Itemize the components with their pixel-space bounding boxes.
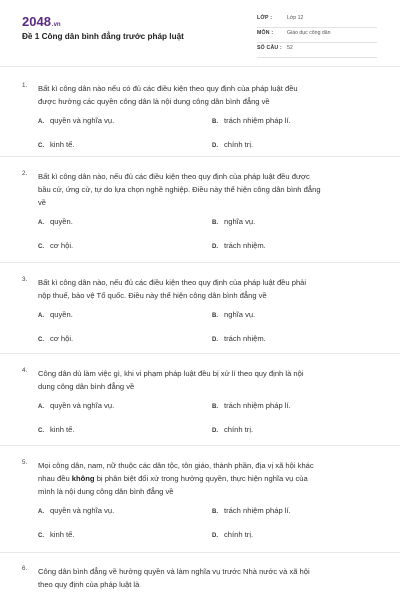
- question-number: 2.: [22, 170, 28, 177]
- question-line: Bất kì công dân nào nếu có đủ các điều kiện theo quy định của pháp luật đều: [38, 84, 298, 93]
- answer-option-d[interactable]: [212, 241, 266, 250]
- option-text: trách nhiệm pháp lí.: [224, 401, 291, 410]
- question-divider: [0, 445, 400, 446]
- option-text: quyền và nghĩa vụ.: [50, 506, 115, 515]
- option-letter: A.: [38, 313, 44, 319]
- question-number: 4.: [22, 367, 28, 374]
- question-line: về: [38, 198, 47, 207]
- answer-option-a[interactable]: [38, 116, 114, 125]
- option-letter: B.: [212, 119, 218, 125]
- meta-key: SỐ CÂU :: [257, 45, 282, 51]
- site-logo[interactable]: [22, 14, 61, 29]
- meta-value: Giáo dục công dân: [287, 30, 331, 36]
- meta-value: 52: [287, 45, 293, 51]
- option-text: quyền và nghĩa vụ.: [50, 116, 115, 125]
- answer-option-a[interactable]: [38, 217, 73, 226]
- header-divider: [0, 66, 400, 67]
- meta-row-subject: [257, 28, 377, 43]
- answer-option-d[interactable]: [212, 334, 266, 343]
- answer-option-d[interactable]: [212, 425, 253, 434]
- answer-option-c[interactable]: [38, 425, 74, 434]
- option-text: quyền.: [50, 310, 73, 319]
- option-text: quyền.: [50, 217, 73, 226]
- question-line: Công dân dù làm việc gì, khi vi phạm pháp luật đều bị xử lí theo quy định là nội: [38, 369, 304, 378]
- question-text: [38, 276, 368, 302]
- question-divider: [0, 552, 400, 553]
- answer-option-c[interactable]: [38, 530, 74, 539]
- question-line: Bất kì công dân nào, nếu đủ các điều kiện theo quy định của pháp luật đều phải: [38, 278, 307, 287]
- answer-option-b[interactable]: [212, 116, 291, 125]
- option-text: kinh tế.: [50, 425, 75, 434]
- option-text: chính trị.: [224, 140, 254, 149]
- option-letter: C.: [38, 244, 44, 250]
- question-text: [38, 565, 368, 591]
- question-line: Mọi công dân, nam, nữ thuộc các dân tộc, tôn giáo, thành phần, địa vị xã hội khác: [38, 461, 314, 470]
- question-line: nộp thuế, bảo vệ Tổ quốc. Điều này thể hiện công dân bình đẳng về: [38, 291, 267, 300]
- question-number: 6.: [22, 565, 28, 572]
- question-divider: [0, 262, 400, 263]
- question-text: [38, 367, 368, 393]
- answer-option-d[interactable]: [212, 140, 253, 149]
- question-number: 1.: [22, 82, 28, 89]
- answer-option-b[interactable]: [212, 401, 291, 410]
- option-letter: D.: [212, 533, 218, 539]
- option-letter: B.: [212, 404, 218, 410]
- emphasis-text: không: [71, 474, 95, 483]
- question-line: mình là nội dung công dân bình đẳng về: [38, 487, 174, 496]
- option-text: kinh tế.: [50, 530, 75, 539]
- answer-option-c[interactable]: [38, 334, 73, 343]
- option-letter: D.: [212, 428, 218, 434]
- option-letter: D.: [212, 244, 218, 250]
- answer-option-d[interactable]: [212, 530, 253, 539]
- meta-key: MÔN :: [257, 30, 274, 36]
- option-text: trách nhiệm.: [224, 334, 266, 343]
- question-number: 5.: [22, 459, 28, 466]
- option-letter: C.: [38, 428, 44, 434]
- option-letter: A.: [38, 220, 44, 226]
- question-text: [38, 170, 368, 209]
- option-letter: A.: [38, 119, 44, 125]
- answer-option-a[interactable]: [38, 310, 73, 319]
- answer-option-b[interactable]: [212, 506, 291, 515]
- option-letter: B.: [212, 220, 218, 226]
- answer-option-a[interactable]: [38, 401, 114, 410]
- option-letter: C.: [38, 143, 44, 149]
- logo-tld: .vn: [51, 22, 61, 28]
- question-text: [38, 459, 368, 498]
- answer-option-c[interactable]: [38, 241, 73, 250]
- option-letter: A.: [38, 404, 44, 410]
- meta-row-count: [257, 43, 377, 58]
- question-line: Công dân bình đẳng về hưởng quyền và làm nghĩa vụ trước Nhà nước và xã hội: [38, 567, 310, 576]
- meta-row-class: [257, 13, 377, 28]
- answer-option-b[interactable]: [212, 217, 255, 226]
- option-text: trách nhiệm.: [224, 241, 266, 250]
- option-letter: D.: [212, 143, 218, 149]
- question-line: Bất kì công dân nào, nếu đủ các điều kiện theo quy định của pháp luật đều được: [38, 172, 310, 181]
- option-text: nghĩa vụ.: [224, 310, 256, 319]
- option-letter: C.: [38, 337, 44, 343]
- option-text: chính trị.: [224, 425, 254, 434]
- question-line: dung công dân bình đẳng về: [38, 382, 135, 391]
- answer-option-a[interactable]: [38, 506, 114, 515]
- logo-text: 2048: [22, 14, 51, 29]
- page-header: [0, 0, 400, 64]
- option-letter: B.: [212, 313, 218, 319]
- meta-key: LỚP :: [257, 15, 273, 21]
- option-letter: D.: [212, 337, 218, 343]
- question-text: [38, 82, 368, 108]
- option-text: kinh tế.: [50, 140, 75, 149]
- meta-value: Lớp 12: [287, 15, 304, 21]
- question-line: theo quy định của pháp luật là: [38, 580, 140, 589]
- option-text: cơ hội.: [50, 334, 74, 343]
- option-text: cơ hội.: [50, 241, 74, 250]
- option-letter: C.: [38, 533, 44, 539]
- question-line: bầu cử, ứng cử, tự do lựa chọn nghề nghiệp. Điều này thể hiện công dân bình đẳng: [38, 185, 321, 194]
- option-letter: B.: [212, 509, 218, 515]
- option-letter: A.: [38, 509, 44, 515]
- option-text: trách nhiệm pháp lí.: [224, 506, 291, 515]
- answer-option-c[interactable]: [38, 140, 74, 149]
- page-title: Đề 1 Công dân bình đẳng trước pháp luật: [22, 32, 184, 41]
- question-divider: [0, 156, 400, 157]
- question-line: nhau đều không bị phân biệt đối xử trong hưởng quyền, thực hiện nghĩa vụ của: [38, 474, 308, 483]
- option-text: quyền và nghĩa vụ.: [50, 401, 115, 410]
- option-text: nghĩa vụ.: [224, 217, 256, 226]
- option-text: trách nhiệm pháp lí.: [224, 116, 291, 125]
- option-text: chính trị.: [224, 530, 254, 539]
- question-line: được hưởng các quyền công dân là nội dung công dân bình đẳng về: [38, 97, 270, 106]
- question-number: 3.: [22, 276, 28, 283]
- question-divider: [0, 353, 400, 354]
- answer-option-b[interactable]: [212, 310, 255, 319]
